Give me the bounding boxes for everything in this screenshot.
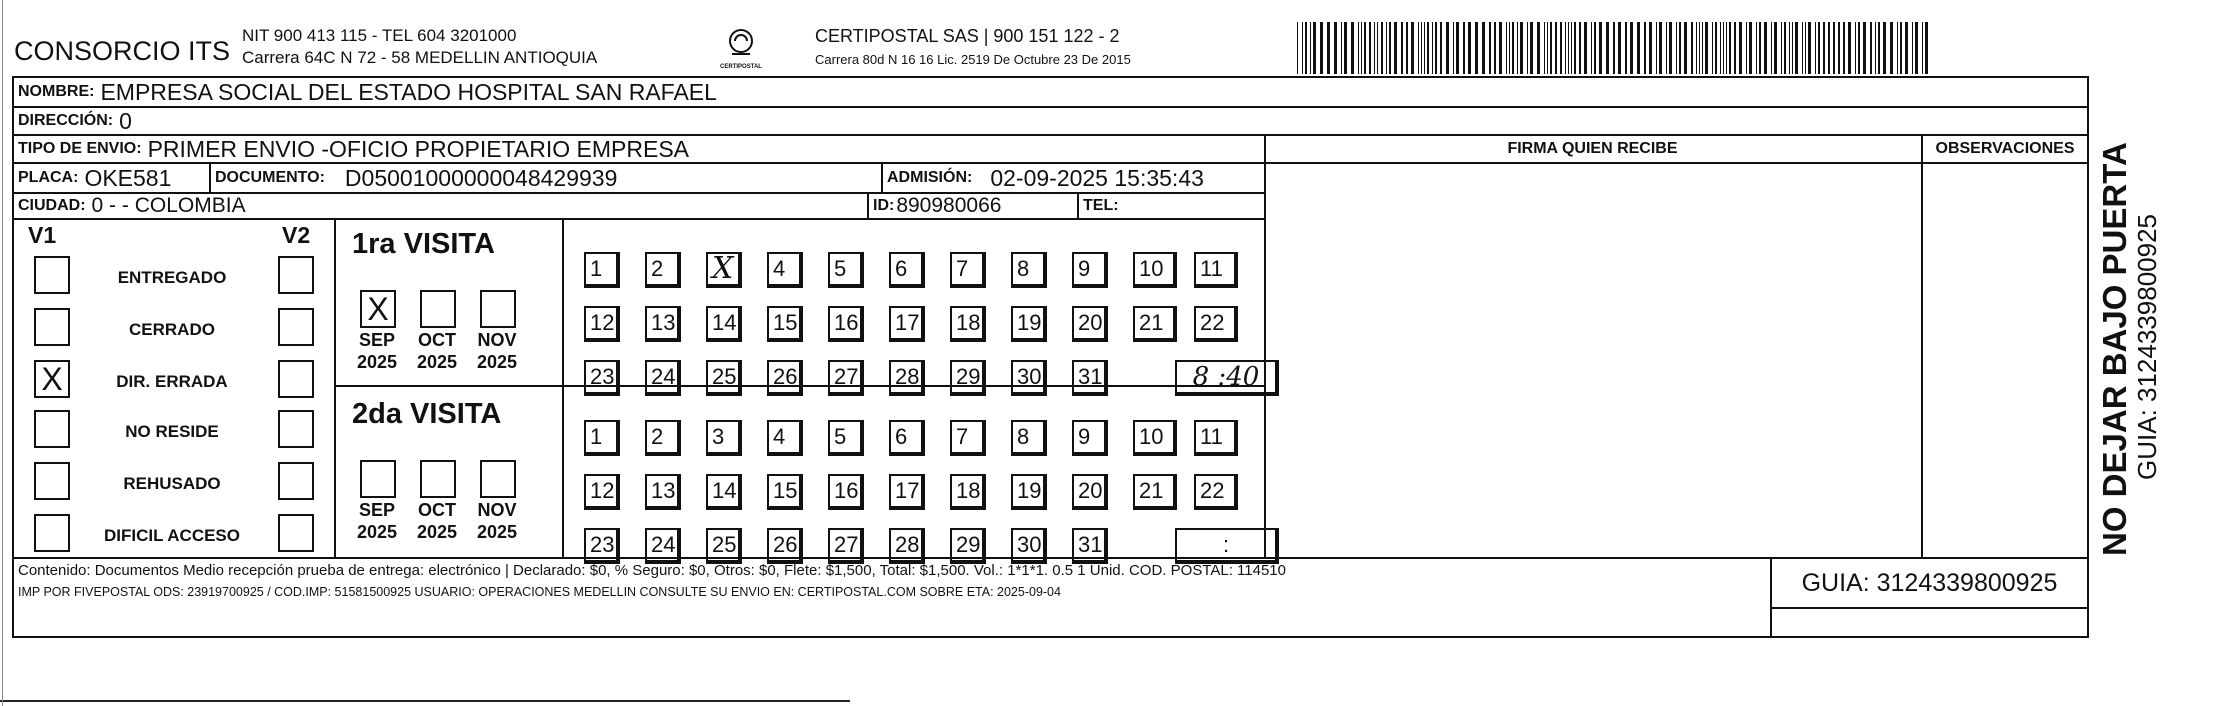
day-box[interactable]: 31 <box>1072 528 1108 564</box>
day-box[interactable]: 7 <box>950 420 986 456</box>
month-label: NOV <box>477 500 517 520</box>
year-label: 2025 <box>356 352 398 372</box>
barcode-bar <box>1389 22 1391 74</box>
day-box[interactable]: 25 <box>706 360 742 396</box>
day-box[interactable]: 10 <box>1133 420 1177 456</box>
barcode-bar <box>1669 22 1672 74</box>
barcode-bar <box>1808 22 1811 74</box>
page-bottom-line <box>0 700 850 702</box>
barcode-bar <box>1424 22 1425 74</box>
day-box[interactable]: 23 <box>584 528 620 564</box>
day-box[interactable]: 28 <box>889 360 925 396</box>
v1-checkbox[interactable] <box>34 410 70 448</box>
barcode-bar <box>1890 22 1893 74</box>
barcode-bar <box>1334 22 1337 74</box>
v2-header: V2 <box>282 222 311 248</box>
day-box[interactable]: 12 <box>584 306 620 342</box>
day-box[interactable]: 5 <box>828 252 864 288</box>
day-box[interactable]: 13 <box>645 474 681 510</box>
barcode-bar <box>1676 22 1677 74</box>
barcode-bar <box>1805 22 1806 74</box>
placa-cell <box>14 164 211 192</box>
barcode-bar <box>1499 22 1502 74</box>
v2-checkbox[interactable] <box>278 462 314 500</box>
barcode-bar <box>1579 22 1581 74</box>
barcode-bar <box>1828 22 1830 74</box>
barcode-bar <box>1401 22 1403 74</box>
barcode-bar <box>1838 22 1840 74</box>
v2-checkbox[interactable] <box>278 308 314 346</box>
barcode-bar <box>1922 22 1923 74</box>
day-box[interactable]: 4 <box>767 420 803 456</box>
day-box[interactable]: 24 <box>645 360 681 396</box>
visit1-title: 1ra VISITA <box>352 228 495 260</box>
page-left-edge <box>2 0 3 706</box>
barcode-bar <box>1858 22 1860 74</box>
barcode-bar <box>1774 22 1777 74</box>
barcode-bar <box>1310 22 1311 74</box>
barcode-bar <box>1764 22 1767 74</box>
barcode-bar <box>1374 22 1375 74</box>
nombre-value: EMPRESA SOCIAL DEL ESTADO HOSPITAL SAN RAFAEL <box>100 78 717 105</box>
month-checkbox[interactable] <box>360 460 396 498</box>
barcode-bar <box>1560 22 1562 74</box>
placa-value: OKE581 <box>84 164 172 191</box>
day-box[interactable]: 21 <box>1133 474 1177 510</box>
v2-checkbox[interactable] <box>278 360 314 398</box>
day-box[interactable]: 22 <box>1194 306 1238 342</box>
id-value: 890980066 <box>896 194 1002 217</box>
day-box[interactable]: 19 <box>1011 474 1047 510</box>
barcode-bar <box>1313 22 1316 74</box>
barcode-bar <box>1649 22 1652 74</box>
day-box[interactable]: 10 <box>1133 252 1177 288</box>
side-guia: GUIA: 3124339800925 <box>2132 214 2162 480</box>
day-box[interactable]: 28 <box>889 528 925 564</box>
barcode <box>1297 22 1934 74</box>
barcode-bar <box>1411 22 1414 74</box>
admision-label: ADMISIÓN: <box>887 169 973 186</box>
day-box[interactable]: 18 <box>950 306 986 342</box>
barcode-bar <box>1679 22 1681 74</box>
year-label: 2025 <box>476 522 518 542</box>
status-label: CERRADO <box>129 320 215 339</box>
day-box[interactable]: 29 <box>950 528 986 564</box>
status-label: REHUSADO <box>123 474 221 493</box>
year-label: 2025 <box>416 522 458 542</box>
day-box[interactable]: 6 <box>889 420 925 456</box>
day-box[interactable]: 29 <box>950 360 986 396</box>
barcode-bar <box>1684 22 1687 74</box>
barcode-bar <box>1361 22 1362 74</box>
barcode-bar <box>1759 22 1761 74</box>
day-box[interactable]: 1 <box>584 420 620 456</box>
row-tipo <box>14 136 1266 164</box>
day-box[interactable]: 27 <box>828 360 864 396</box>
footer-info <box>14 559 1772 636</box>
barcode-bar <box>1520 22 1523 74</box>
month-label: OCT <box>418 330 456 350</box>
barcode-bar <box>1358 22 1359 74</box>
barcode-bar <box>1749 22 1752 74</box>
day-box[interactable]: 2 <box>645 420 681 456</box>
admision-cell <box>883 165 1204 192</box>
barcode-bar <box>1537 22 1540 74</box>
barcode-bar <box>1833 22 1835 74</box>
barcode-bar <box>1720 22 1721 74</box>
barcode-bar <box>1440 22 1442 74</box>
barcode-bar <box>1618 22 1621 74</box>
barcode-bar <box>1594 22 1596 74</box>
day-box[interactable]: 17 <box>889 474 925 510</box>
day-box[interactable]: 13 <box>645 306 681 342</box>
barcode-bar <box>1427 22 1429 74</box>
v1-header: V1 <box>28 222 57 248</box>
day-box[interactable]: 30 <box>1011 528 1047 564</box>
day-box[interactable]: 30 <box>1011 360 1047 396</box>
day-box[interactable]: 9 <box>1072 252 1108 288</box>
barcode-bar <box>1823 22 1825 74</box>
day-box[interactable]: 20 <box>1072 474 1108 510</box>
day-box[interactable]: 17 <box>889 306 925 342</box>
barcode-bar <box>1344 22 1347 74</box>
barcode-bar <box>1475 22 1478 74</box>
month-checkbox[interactable]: X <box>360 290 396 328</box>
barcode-bar <box>1925 22 1928 74</box>
barcode-bar <box>1530 22 1533 74</box>
observaciones-header: OBSERVACIONES <box>1923 136 2087 164</box>
contenido-text: Contenido: Documentos Medio recepción prueba de entrega: electrónico | Declarado: $0, % Seguro: $0, Otros: $0, Flete: $1,500, Total: $1,500. Vol.: 1*1*1. 0.5 1 Unid. COD. POSTAL: 114510 <box>18 562 1286 579</box>
tipo-value: PRIMER ENVIO -OFICIO PROPIETARIO EMPRESA <box>147 135 689 162</box>
tel-cell <box>1079 197 1125 215</box>
month-checkbox[interactable] <box>420 290 456 328</box>
documento-value: D05001000000048429939 <box>344 164 618 191</box>
status-label: DIR. ERRADA <box>116 372 228 391</box>
day-box[interactable]: 21 <box>1133 306 1177 342</box>
day-box[interactable]: 19 <box>1011 306 1047 342</box>
barcode-bar <box>1848 22 1851 74</box>
v1-checkbox[interactable]: X <box>34 360 70 398</box>
day-box[interactable]: 27 <box>828 528 864 564</box>
month-checkbox[interactable] <box>420 460 456 498</box>
v2-checkbox[interactable] <box>278 256 314 294</box>
barcode-bar <box>1723 22 1724 74</box>
row-nombre <box>14 78 2087 108</box>
day-box[interactable]: 26 <box>767 360 803 396</box>
barcode-bar <box>1377 22 1378 74</box>
barcode-bar <box>1482 22 1485 74</box>
barcode-bar <box>1320 22 1323 74</box>
day-box[interactable]: 26 <box>767 528 803 564</box>
row-placa <box>14 164 1266 194</box>
month-label: OCT <box>418 500 456 520</box>
footer-guia: GUIA: 3124339800925 <box>1772 559 2087 609</box>
barcode-bar <box>1386 22 1387 74</box>
barcode-bar <box>1584 22 1587 74</box>
barcode-bar <box>1547 22 1548 74</box>
barcode-bar <box>1878 22 1880 74</box>
nombre-label: NOMBRE: <box>18 83 95 100</box>
barcode-bar <box>1305 22 1307 74</box>
certipostal-line: CERTIPOSTAL SAS | 900 151 122 - 2 <box>815 26 1120 46</box>
barcode-bar <box>1883 22 1886 74</box>
barcode-bar <box>1843 22 1845 74</box>
barcode-bar <box>1702 22 1703 74</box>
barcode-bar <box>1699 22 1700 74</box>
barcode-bar <box>1568 22 1569 74</box>
day-box[interactable]: 12 <box>584 474 620 510</box>
barcode-bar <box>1351 22 1354 74</box>
barcode-bar <box>1550 22 1552 74</box>
barcode-bar <box>1369 22 1371 74</box>
barcode-bar <box>1512 22 1514 74</box>
barcode-bar <box>1418 22 1419 74</box>
v1-checkbox[interactable] <box>34 514 70 552</box>
firma-header: FIRMA QUIEN RECIBE <box>1264 136 1923 164</box>
firma-area[interactable] <box>1264 164 1923 559</box>
direccion-label: DIRECCIÓN: <box>18 112 114 129</box>
status-label: DIFICIL ACCESO <box>103 526 240 545</box>
barcode-bar <box>1527 22 1528 74</box>
barcode-bar <box>1630 22 1633 74</box>
barcode-bar <box>1712 22 1713 74</box>
day-box[interactable]: 6 <box>889 252 925 288</box>
month-label: SEP <box>358 330 396 350</box>
barcode-bar <box>1855 22 1856 74</box>
barcode-bar <box>1739 22 1742 74</box>
id-label: ID: <box>873 197 895 214</box>
month-label: NOV <box>477 330 517 350</box>
barcode-bar <box>1795 22 1798 74</box>
barcode-bar <box>1756 22 1757 74</box>
barcode-bar <box>1792 22 1793 74</box>
barcode-bar <box>1659 22 1662 74</box>
barcode-bar <box>1456 22 1459 74</box>
ciudad-cell <box>14 194 869 218</box>
month-label: SEP <box>358 500 396 520</box>
barcode-bar <box>1302 22 1303 74</box>
barcode-bar <box>1696 22 1697 74</box>
barcode-bar <box>1406 22 1408 74</box>
barcode-bar <box>1897 22 1898 74</box>
day-box[interactable]: 5 <box>828 420 864 456</box>
barcode-bar <box>1381 22 1383 74</box>
barcode-bar <box>1734 22 1736 74</box>
certipostal-logo-icon <box>724 28 758 58</box>
time-box[interactable]: 8 :40 <box>1175 360 1279 396</box>
barcode-bar <box>1565 22 1566 74</box>
barcode-bar <box>1574 22 1576 74</box>
day-box[interactable]: 16 <box>828 474 864 510</box>
barcode-bar <box>1781 22 1782 74</box>
barcode-bar <box>1637 22 1640 74</box>
barcode-bar <box>1746 22 1747 74</box>
barcode-bar <box>1435 22 1437 74</box>
barcode-bar <box>1625 22 1627 74</box>
day-box[interactable]: X <box>706 252 742 288</box>
barcode-bar <box>1644 22 1646 74</box>
barcode-bar <box>1715 22 1717 74</box>
barcode-bar <box>1297 22 1298 74</box>
year-label: 2025 <box>476 352 518 372</box>
barcode-bar <box>1705 22 1708 74</box>
barcode-bar <box>1489 22 1491 74</box>
day-box[interactable]: 1 <box>584 252 620 288</box>
day-box[interactable]: 3 <box>706 420 742 456</box>
day-box[interactable]: 4 <box>767 252 803 288</box>
barcode-bar <box>1915 22 1918 74</box>
direccion-value: 0 <box>119 107 132 134</box>
barcode-bar <box>1863 22 1866 74</box>
documento-label: DOCUMENTO: <box>215 169 325 186</box>
day-box[interactable]: 8 <box>1011 252 1047 288</box>
day-box[interactable]: 18 <box>950 474 986 510</box>
day-box[interactable]: 15 <box>767 474 803 510</box>
barcode-bar <box>1870 22 1872 74</box>
day-box[interactable]: 14 <box>706 474 742 510</box>
barcode-bar <box>1421 22 1422 74</box>
day-box[interactable]: 7 <box>950 252 986 288</box>
admision-value: 02-09-2025 15:35:43 <box>990 164 1204 191</box>
year-label: 2025 <box>416 352 458 372</box>
barcode-bar <box>1818 22 1820 74</box>
time-box[interactable]: : <box>1175 528 1279 564</box>
v1-checkbox[interactable] <box>34 308 70 346</box>
side-warning: NO DEJAR BAJO PUERTA <box>2096 142 2133 556</box>
barcode-bar <box>1606 22 1609 74</box>
observaciones-area[interactable] <box>1923 164 2087 559</box>
barcode-bar <box>1571 22 1572 74</box>
row-ciudad <box>14 194 1266 220</box>
barcode-bar <box>1506 22 1507 74</box>
barcode-bar <box>1815 22 1816 74</box>
barcode-bar <box>1394 22 1397 74</box>
month-checkbox[interactable] <box>480 290 516 328</box>
barcode-bar <box>1446 22 1449 74</box>
certipostal-address: Carrera 80d N 16 16 Lic. 2519 De Octubre 23 De 2015 <box>815 52 1131 67</box>
barcode-bar <box>1666 22 1667 74</box>
day-box[interactable]: 22 <box>1194 474 1238 510</box>
barcode-bar <box>1784 22 1786 74</box>
barcode-bar <box>1691 22 1693 74</box>
documento-cell <box>211 164 883 192</box>
barcode-bar <box>1432 22 1433 74</box>
delivery-form <box>12 76 2089 638</box>
ciudad-label: CIUDAD: <box>18 197 86 214</box>
day-box[interactable]: 11 <box>1194 252 1238 288</box>
id-cell <box>869 194 1079 218</box>
barcode-bar <box>1905 22 1908 74</box>
barcode-bar <box>1494 22 1496 74</box>
visits-block <box>14 220 1266 559</box>
day-box[interactable]: 20 <box>1072 306 1108 342</box>
status-label: NO RESIDE <box>125 422 219 441</box>
barcode-bar <box>1555 22 1557 74</box>
v2-checkbox[interactable] <box>278 514 314 552</box>
barcode-bar <box>1599 22 1602 74</box>
barcode-bar <box>1453 22 1454 74</box>
ciudad-value: 0 - - COLOMBIA <box>91 194 246 217</box>
day-box[interactable]: 24 <box>645 528 681 564</box>
v1-checkbox[interactable] <box>34 462 70 500</box>
barcode-bar <box>1900 22 1902 74</box>
barcode-bar <box>1771 22 1772 74</box>
barcode-bar <box>1802 22 1803 74</box>
v2-checkbox[interactable] <box>278 410 314 448</box>
barcode-bar <box>1729 22 1731 74</box>
barcode-bar <box>1517 22 1518 74</box>
barcode-bar <box>1591 22 1592 74</box>
certipostal-logo <box>706 28 776 71</box>
v1-checkbox[interactable] <box>34 256 70 294</box>
day-box[interactable]: 23 <box>584 360 620 396</box>
barcode-bar <box>1912 22 1913 74</box>
visit2-title: 2da VISITA <box>352 398 502 430</box>
day-box[interactable]: 31 <box>1072 360 1108 396</box>
barcode-bar <box>1468 22 1471 74</box>
day-box[interactable]: 2 <box>645 252 681 288</box>
barcode-bar <box>1544 22 1545 74</box>
barcode-bar <box>1789 22 1790 74</box>
day-box[interactable]: 25 <box>706 528 742 564</box>
year-label: 2025 <box>356 522 398 542</box>
day-box[interactable]: 15 <box>767 306 803 342</box>
status-label: ENTREGADO <box>117 268 227 287</box>
imp-text: IMP POR FIVEPOSTAL ODS: 23919700925 / COD.IMP: 51581500925 USUARIO: OPERACIONES MEDELLIN CONSULTE SU ENVIO EN: CERTIPOSTAL.COM SOBRE ETA: 2025-09-04 <box>18 585 1061 599</box>
barcode-bar <box>1613 22 1615 74</box>
day-box[interactable]: 11 <box>1194 420 1238 456</box>
barcode-bar <box>1656 22 1657 74</box>
row-direccion <box>14 108 2087 136</box>
day-box[interactable]: 14 <box>706 306 742 342</box>
barcode-bar <box>1463 22 1465 74</box>
tel-label: TEL: <box>1083 197 1119 214</box>
barcode-bar <box>1875 22 1876 74</box>
day-box[interactable]: 8 <box>1011 420 1047 456</box>
address-line: Carrera 64C N 72 - 58 MEDELLIN ANTIOQUIA <box>242 48 598 67</box>
day-box[interactable]: 16 <box>828 306 864 342</box>
barcode-bar <box>1327 22 1330 74</box>
barcode-bar <box>1341 22 1342 74</box>
nit-line: NIT 900 413 115 - TEL 604 3201000 <box>242 26 517 45</box>
month-checkbox[interactable] <box>480 460 516 498</box>
day-box[interactable]: 9 <box>1072 420 1108 456</box>
barcode-bar <box>1509 22 1510 74</box>
logo-text: CERTIPOSTAL <box>720 64 762 70</box>
tipo-label: TIPO DE ENVIO: <box>18 140 142 157</box>
barcode-bar <box>1726 22 1727 74</box>
company-name: CONSORCIO ITS <box>14 36 231 66</box>
barcode-bar <box>1364 22 1366 74</box>
placa-label: PLACA: <box>18 169 79 186</box>
